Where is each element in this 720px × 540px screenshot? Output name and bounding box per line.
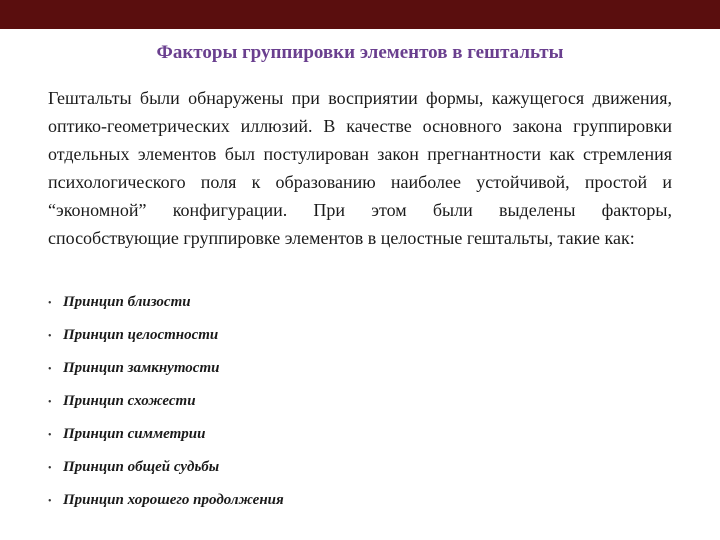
principles-list — [48, 286, 648, 517]
bullet-icon: • — [48, 462, 52, 474]
principle-item-closure — [48, 352, 648, 385]
principle-label: Принцип схожести — [63, 393, 196, 409]
principle-label: Принцип близости — [63, 294, 191, 310]
principle-item-good-continuation — [48, 484, 648, 517]
principle-item-similarity — [48, 385, 648, 418]
principle-item-common-fate — [48, 451, 648, 484]
principle-label: Принцип симметрии — [63, 426, 206, 442]
bullet-icon: • — [48, 330, 52, 342]
bullet-icon: • — [48, 495, 52, 507]
bullet-icon: • — [48, 396, 52, 408]
principle-item-integrity — [48, 319, 648, 352]
principle-label: Принцип общей судьбы — [63, 459, 220, 475]
bullet-icon: • — [48, 429, 52, 441]
bullet-icon: • — [48, 297, 52, 309]
principle-item-proximity — [48, 286, 648, 319]
intro-paragraph: Гештальты были обнаружены при восприятии формы, кажущегося движения, оптико-геометрических иллюзий. В качестве основного закона группировки отдельных элементов был постулирован закон прегнантности как стремления психологического поля к образованию наиболее устойчивой, простой и “экономной” конфигурации. При этом были выделены факторы, способствующие группировке элементов в целостные гештальты, такие как: — [48, 88, 672, 248]
principle-label: Принцип хорошего продолжения — [63, 492, 284, 508]
principle-label: Принцип целостности — [63, 327, 219, 343]
bullet-icon: • — [48, 363, 52, 375]
principle-label: Принцип замкнутости — [63, 360, 220, 376]
top-color-band — [0, 0, 720, 29]
slide-title: Факторы группировки элементов в гештальты — [156, 42, 564, 63]
principle-item-symmetry — [48, 418, 648, 451]
